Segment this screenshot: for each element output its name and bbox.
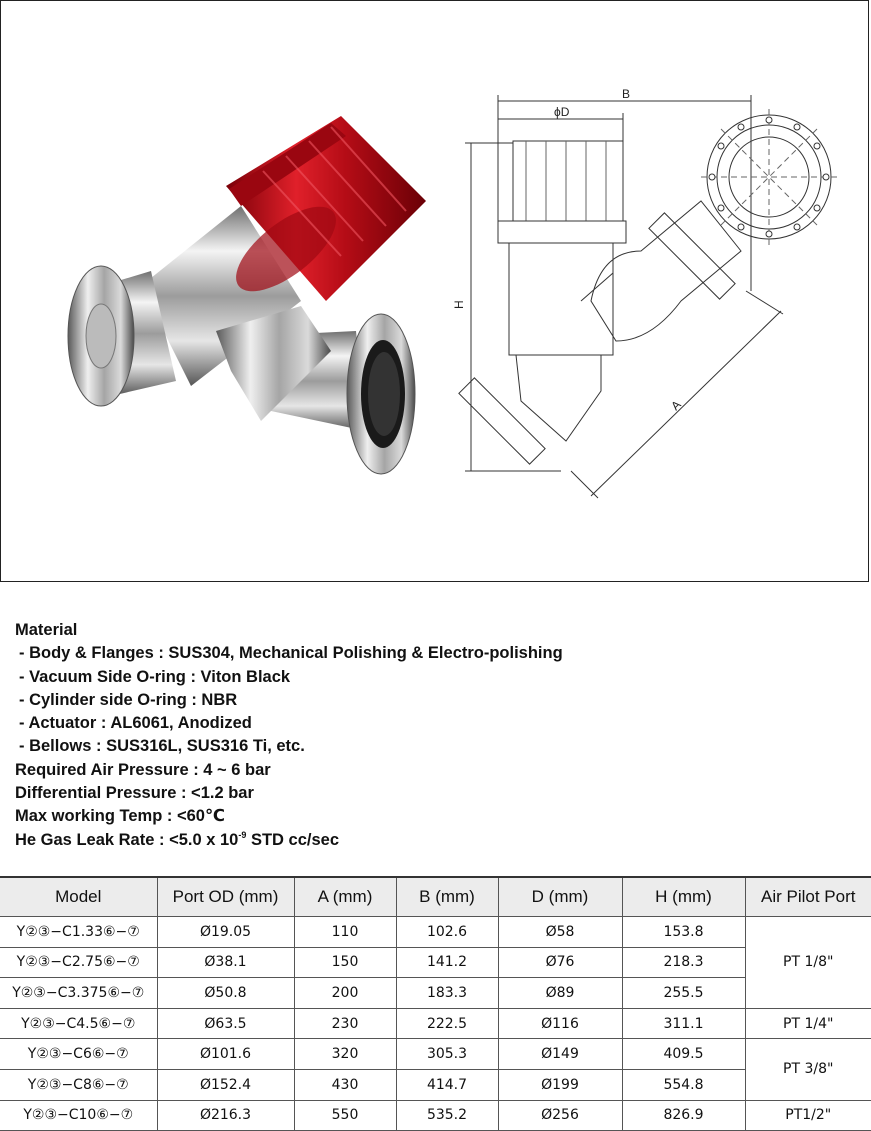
cell-air-pilot-port: PT 3/8"	[745, 1039, 871, 1100]
leak-rate-exponent: -9	[238, 829, 247, 840]
cell-air-pilot-port: PT 1/4"	[745, 1008, 871, 1039]
cell-port-od: Ø101.6	[157, 1039, 294, 1070]
dimension-h-label: H	[452, 300, 466, 309]
cell-b: 102.6	[396, 917, 498, 948]
col-header-port-od: Port OD (mm)	[157, 877, 294, 917]
cell-b: 535.2	[396, 1100, 498, 1131]
cell-a: 230	[294, 1008, 396, 1039]
table-row	[0, 917, 871, 948]
cell-port-od: Ø38.1	[157, 947, 294, 978]
col-header-a: A (mm)	[294, 877, 396, 917]
col-header-air-pilot-port: Air Pilot Port	[745, 877, 871, 917]
cell-air-pilot-port: PT1/2"	[745, 1100, 871, 1131]
material-heading: Material	[15, 621, 78, 639]
cell-a: 150	[294, 947, 396, 978]
cell-a: 320	[294, 1039, 396, 1070]
material-item: - Vacuum Side O-ring : Viton Black	[19, 667, 291, 686]
table-row	[0, 947, 871, 978]
col-header-h: H (mm)	[622, 877, 745, 917]
cell-port-od: Ø19.05	[157, 917, 294, 948]
actuator	[223, 116, 426, 306]
col-header-model: Model	[0, 877, 157, 917]
table-row	[0, 1039, 871, 1070]
differential-pressure-spec: Differential Pressure : <1.2 bar	[15, 784, 254, 803]
cell-port-od: Ø152.4	[157, 1069, 294, 1100]
material-item: - Bellows : SUS316L, SUS316 Ti, etc.	[19, 737, 305, 756]
technical-drawing	[459, 95, 837, 498]
cell-a: 200	[294, 978, 396, 1009]
cell-model: Y②③−C6⑥−⑦	[0, 1039, 157, 1070]
cell-model: Y②③−C8⑥−⑦	[0, 1069, 157, 1100]
valve-illustration	[1, 1, 868, 581]
cell-h: 409.5	[622, 1039, 745, 1070]
specifications	[15, 619, 563, 852]
leak-rate-spec	[15, 829, 563, 852]
cell-d: Ø58	[498, 917, 622, 948]
leak-rate-prefix: He Gas Leak Rate : <5.0 x 10	[15, 830, 239, 849]
cell-d: Ø199	[498, 1069, 622, 1100]
table-row	[0, 1100, 871, 1131]
col-header-d: D (mm)	[498, 877, 622, 917]
dimension-b-label: B	[622, 87, 631, 101]
table-row	[0, 978, 871, 1009]
material-item: - Body & Flanges : SUS304, Mechanical Polishing & Electro-polishing	[19, 644, 563, 663]
cell-port-od: Ø216.3	[157, 1100, 294, 1131]
cell-b: 305.3	[396, 1039, 498, 1070]
cell-air-pilot-port: PT 1/8"	[745, 917, 871, 1009]
cell-h: 255.5	[622, 978, 745, 1009]
cell-model: Y②③−C4.5⑥−⑦	[0, 1008, 157, 1039]
model-table	[0, 876, 871, 1131]
cell-model: Y②③−C3.375⑥−⑦	[0, 978, 157, 1009]
dimension-a-label: A	[668, 397, 684, 414]
table-row	[0, 1069, 871, 1100]
table-header-row	[0, 877, 871, 917]
valve-photo	[68, 116, 426, 474]
cell-port-od: Ø50.8	[157, 978, 294, 1009]
cell-d: Ø256	[498, 1100, 622, 1131]
cell-d: Ø149	[498, 1039, 622, 1070]
air-pressure-spec: Required Air Pressure : 4 ~ 6 bar	[15, 760, 271, 779]
cell-h: 153.8	[622, 917, 745, 948]
cell-b: 222.5	[396, 1008, 498, 1039]
cell-a: 550	[294, 1100, 396, 1131]
cell-d: Ø76	[498, 947, 622, 978]
cell-a: 110	[294, 917, 396, 948]
cell-port-od: Ø63.5	[157, 1008, 294, 1039]
cell-d: Ø89	[498, 978, 622, 1009]
cell-h: 311.1	[622, 1008, 745, 1039]
cell-model: Y②③−C10⑥−⑦	[0, 1100, 157, 1131]
cell-h: 218.3	[622, 947, 745, 978]
cell-d: Ø116	[498, 1008, 622, 1039]
cell-h: 826.9	[622, 1100, 745, 1131]
col-header-b: B (mm)	[396, 877, 498, 917]
material-item: - Actuator : AL6061, Anodized	[19, 714, 252, 733]
cell-model: Y②③−C1.33⑥−⑦	[0, 917, 157, 948]
dimension-d-label: ϕD	[554, 105, 570, 119]
cell-model: Y②③−C2.75⑥−⑦	[0, 947, 157, 978]
cell-b: 141.2	[396, 947, 498, 978]
max-temp-spec: Max working Temp : <60℃	[15, 807, 225, 826]
material-item: - Cylinder side O-ring : NBR	[19, 690, 238, 709]
cell-h: 554.8	[622, 1069, 745, 1100]
cell-b: 414.7	[396, 1069, 498, 1100]
cell-a: 430	[294, 1069, 396, 1100]
table-row	[0, 1008, 871, 1039]
leak-rate-suffix: STD cc/sec	[246, 830, 339, 849]
cell-b: 183.3	[396, 978, 498, 1009]
